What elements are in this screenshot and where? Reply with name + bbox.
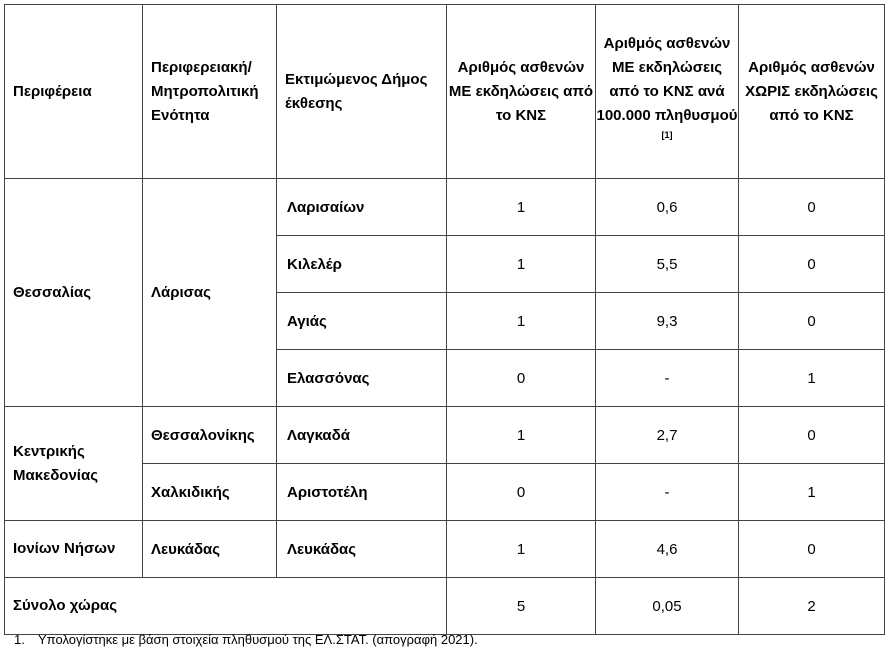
total-row — [5, 578, 885, 635]
footnote-index: 1. — [14, 632, 25, 647]
with-cell: 1 — [447, 293, 596, 350]
header-region: Περιφέρεια — [5, 5, 143, 179]
per100k-cell: 9,3 — [596, 293, 739, 350]
municipality-cell: Αριστοτέλη — [277, 464, 447, 521]
header-per-100k — [596, 5, 739, 179]
municipality-cell: Κιλελέρ — [277, 236, 447, 293]
unit-cell: Λάρισας — [143, 179, 277, 407]
header-per-100k-text: Αριθμός ασθενών ΜΕ εκδηλώσεις από το ΚΝΣ ανά 100.000 πληθυσμού — [596, 34, 738, 124]
total-with-cell: 5 — [447, 578, 596, 635]
table-row — [5, 407, 885, 464]
without-cell: 0 — [739, 407, 885, 464]
region-cell: Θεσσαλίας — [5, 179, 143, 407]
municipality-cell: Λαρισαίων — [277, 179, 447, 236]
total-per100k-cell: 0,05 — [596, 578, 739, 635]
with-cell: 0 — [447, 464, 596, 521]
with-cell: 1 — [447, 236, 596, 293]
table-row — [5, 179, 885, 236]
without-cell: 1 — [739, 350, 885, 407]
unit-cell: Θεσσαλονίκης — [143, 407, 277, 464]
per100k-cell: 5,5 — [596, 236, 739, 293]
header-without-symptoms: Αριθμός ασθενών ΧΩΡΙΣ εκδηλώσεις από το ΚΝΣ — [739, 5, 885, 179]
municipality-cell: Ελασσόνας — [277, 350, 447, 407]
per100k-cell: 4,6 — [596, 521, 739, 578]
without-cell: 0 — [739, 236, 885, 293]
with-cell: 1 — [447, 407, 596, 464]
with-cell: 0 — [447, 350, 596, 407]
with-cell: 1 — [447, 179, 596, 236]
header-with-symptoms: Αριθμός ασθενών ΜΕ εκδηλώσεις από το ΚΝΣ — [447, 5, 596, 179]
footnote — [14, 632, 478, 647]
header-unit: Περιφερειακή/ Μητροπολιτική Ενότητα — [143, 5, 277, 179]
municipality-cell: Λευκάδας — [277, 521, 447, 578]
without-cell: 1 — [739, 464, 885, 521]
without-cell: 0 — [739, 293, 885, 350]
total-label: Σύνολο χώρας — [5, 578, 447, 635]
municipality-cell: Αγιάς — [277, 293, 447, 350]
without-cell: 0 — [739, 179, 885, 236]
cases-table — [4, 4, 885, 635]
footnote-ref: [1] — [661, 129, 673, 140]
unit-cell: Λευκάδας — [143, 521, 277, 578]
without-cell: 0 — [739, 521, 885, 578]
with-cell: 1 — [447, 521, 596, 578]
unit-cell: Χαλκιδικής — [143, 464, 277, 521]
per100k-cell: 2,7 — [596, 407, 739, 464]
municipality-cell: Λαγκαδά — [277, 407, 447, 464]
table-row — [5, 521, 885, 578]
per100k-cell: - — [596, 350, 739, 407]
region-cell: Ιονίων Νήσων — [5, 521, 143, 578]
total-without-cell: 2 — [739, 578, 885, 635]
per100k-cell: - — [596, 464, 739, 521]
region-cell: Κεντρικής Μακεδονίας — [5, 407, 143, 521]
footnote-text: Υπολογίστηκε με βάση στοιχεία πληθυσμού της ΕΛ.ΣΤΑΤ. (απογραφή 2021). — [38, 632, 478, 647]
per100k-cell: 0,6 — [596, 179, 739, 236]
header-municipality: Εκτιμώμενος Δήμος έκθεσης — [277, 5, 447, 179]
header-row — [5, 5, 885, 179]
